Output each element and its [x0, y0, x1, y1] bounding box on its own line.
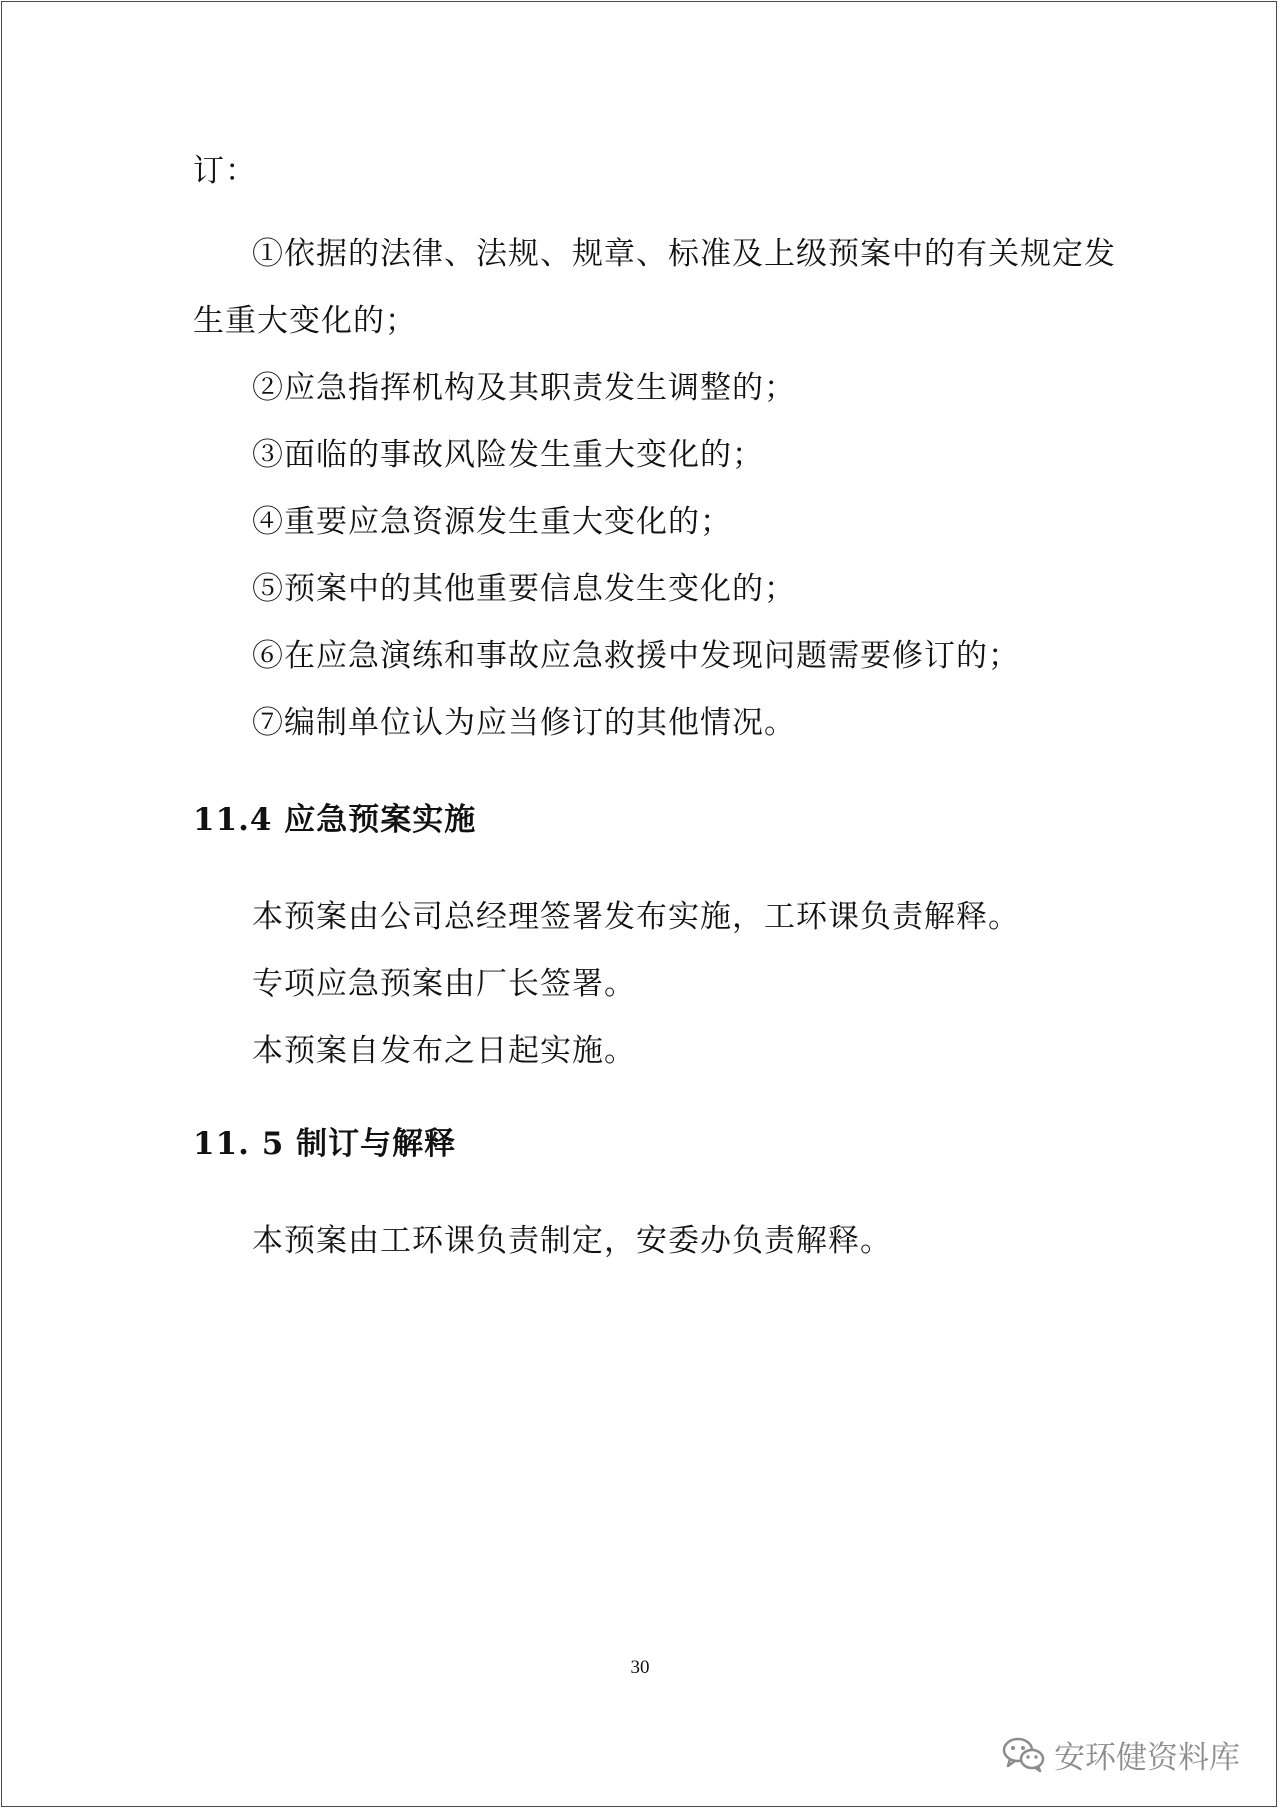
list-item-1-continuation: 生重大变化的； [193, 303, 417, 339]
wechat-icon [1002, 1735, 1046, 1773]
watermark-text: 安环健资料库 [1054, 1739, 1240, 1776]
page-number: 30 [630, 1657, 650, 1678]
list-item-6: ⑥在应急演练和事故应急救援中发现问题需要修订的； [252, 638, 1020, 674]
continuation-text: 订： [193, 153, 257, 189]
list-item-7: ⑦编制单位认为应当修订的其他情况。 [252, 705, 796, 741]
list-item-4: ④重要应急资源发生重大变化的； [252, 504, 732, 540]
watermark [1002, 1732, 1240, 1776]
section-11-4-paragraph-1: 本预案由公司总经理签署发布实施，工环课负责解释。 [252, 899, 1020, 935]
section-11-4-paragraph-3: 本预案自发布之日起实施。 [252, 1033, 636, 1069]
section-heading-11-4: 11.4 应急预案实施 [193, 802, 477, 838]
section-11-4-paragraph-2: 专项应急预案由厂长签署。 [252, 966, 636, 1002]
list-item-2: ②应急指挥机构及其职责发生调整的； [252, 370, 796, 406]
list-item-5: ⑤预案中的其他重要信息发生变化的； [252, 571, 796, 607]
list-item-1: ①依据的法律、法规、规章、标准及上级预案中的有关规定发 [252, 236, 1116, 272]
section-11-5-paragraph-1: 本预案由工环课负责制定，安委办负责解释。 [252, 1223, 892, 1259]
section-heading-11-5: 11. 5 制订与解释 [193, 1126, 457, 1162]
list-item-3: ③面临的事故风险发生重大变化的； [252, 437, 764, 473]
